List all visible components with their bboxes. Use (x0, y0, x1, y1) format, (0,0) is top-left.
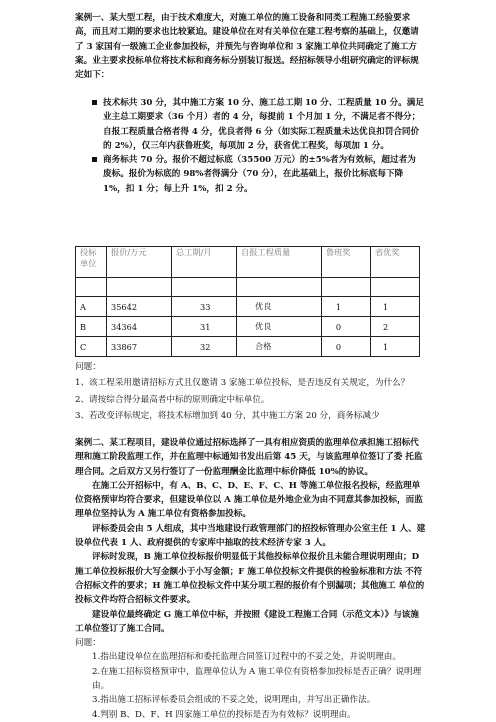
table-cell: 33 (172, 297, 237, 317)
table-header-cell: 报价/万元 (107, 247, 172, 278)
table-cell: 优良 (237, 317, 322, 337)
question-item: 1、该工程采用邀请招标方式且仅邀请 3 家施工单位投标，是否违反有关规定，为什么？ (75, 378, 410, 389)
table-header-cell: 自报工程质量 (237, 247, 322, 278)
table-row (76, 297, 420, 317)
table-cell: 35642 (107, 297, 172, 317)
question-item: 2.在施工招标资格预审中，监理单位认为 A 施工单位有资格参加投标是否正确？说明理由。 (92, 666, 422, 692)
table-cell: 合格 (237, 337, 322, 357)
table-cell: 2 (370, 317, 419, 337)
case1-intro: 案例一、某大型工程，由于技术难度大，对施工单位的施工设备和同类工程施工经验要求高，而且对工期的要求也比较紧迫。建设单位在对有关单位在建工程考察的基础上，仅邀请了 3 家国有一级施工企业参加投标，并预先与咨询单位和 3 家施工单位共同确定了施工方案。业主要求投标单位将技术标和商务标分别装订报送。经招标领导小组研究确定的评标规定如下： (75, 13, 419, 81)
table-cell: 0 (321, 317, 370, 337)
table-cell: 33867 (107, 337, 172, 357)
table-header-cell: 鲁班奖 (321, 247, 370, 278)
table-cell: 32 (172, 337, 237, 357)
table-cell: 1 (321, 297, 370, 317)
table-cell: B (76, 317, 107, 337)
table-cell: 1 (370, 337, 419, 357)
case1-questions (0, 360, 496, 423)
table-header-row (76, 247, 420, 278)
case1-rules (0, 96, 496, 196)
case2-paragraph: 建设单位最终确定 G 施工单位中标，并按照《建设工程施工合同（示范文本）》与该施工单位签订了施工合同。 (75, 609, 419, 634)
table-cell: 优良 (237, 297, 322, 317)
table-row (76, 337, 420, 357)
table-header-cell: 投标单位 (76, 247, 107, 278)
table-cell: 0 (321, 337, 370, 357)
questions-label: 问题： (75, 362, 101, 372)
question-item: 1.指出建设单位在监理招标和委托监理合同签订过程中的不妥之处，并说明理由。 (92, 652, 401, 663)
rule-technical: 技术标共 30 分，其中施工方案 10 分、施工总工期 10 分、工程质量 10 分。满足业主总工期要求（36 个月）者的 4 分，每提前 1 个月加 1 分，不满足者不得分；自报工程质量合格者得 4 分，优良者得 6 分（如实际工程质量未达优良扣罚合同价的 2%），仅三年内获鲁班奖，每项加 2 分，获省优工程奖，每项加 1 分。 (90, 96, 424, 153)
question-item: 3.指出施工招标评标委员会组成的不妥之处，说明理由，并写出正确作法。 (92, 695, 376, 706)
question-item: 4.判别 B、D、F、H 四家施工单位的投标是否为有效标？说明理由。 (92, 709, 356, 720)
case2-paragraph: 在施工公开招标中，有 A、B、C、D、E、F、C、H 等施工单位报名投标，经监理单位资格预审均符合要求，但建设单位以 A 施工单位是外地企业为由不同意其参加投标，而监理单位坚持认为 A 施工单位有资格参加投标。 (75, 480, 423, 520)
table-header-cell: 省优奖 (370, 247, 419, 278)
table-cell: 31 (172, 317, 237, 337)
case2-paragraph: 评标时发现，B 施工单位投标报价明显低于其他投标单位报价且未能合理说明理由；D 施工单位投标报价大写金额小于小写金额；F 施工单位投标文件提供的检验标准和方法 不符合招标文件的要求；H 施工单位投标文件中某分项工程的报价有个别漏项；其他施工 单位的投标文件均符合招标文件要求。 (75, 552, 425, 606)
question-item: 2、请按综合得分最高者中标的原则确定中标单位。 (75, 394, 270, 405)
table-header-cell: 总工期/月 (172, 247, 237, 278)
table-spacer-row (76, 278, 420, 297)
question-item: 3、若改变评标规定，将技术标增加到 40 分，其中施工方案 20 分，商务标减少 (75, 410, 380, 421)
questions-label: 问题： (75, 638, 101, 649)
table-cell: A (76, 297, 107, 317)
bid-table (75, 246, 420, 357)
case2-intro: 案例二、某工程项目，建设单位通过招标选择了一具有相应资质的监理单位承担施工招标代理和施工阶段监理工作，并在监理中标通知书发出后第 45 天，与该监理单位签订了委 托监理合同。之后双方又另行签订了一份监理酬金比监理中标价降低 10%的协议。 (75, 438, 423, 477)
case2-block (0, 436, 496, 722)
case2-paragraph: 评标委员会由 5 人组成，其中当地建设行政管理部门的招投标管理办公室主任 1 人、建设单位代表 1 人、政府提供的专家库中抽取的技术经济专家 3 人。 (75, 523, 426, 549)
table-cell: C (76, 337, 107, 357)
table-cell: 34364 (107, 317, 172, 337)
rule-business: 商务标共 70 分。报价不超过标底（35500 万元）的±5%者为有效标，超过者为废标。报价为标底的 98%者得满分（70 分），在此基础上，报价比标底每下降 1%，扣 1 分；每上升 1%，扣 2 分。 (90, 153, 424, 196)
case1-intro-block (0, 11, 496, 82)
table-cell: 1 (370, 297, 419, 317)
table-row (76, 317, 420, 337)
